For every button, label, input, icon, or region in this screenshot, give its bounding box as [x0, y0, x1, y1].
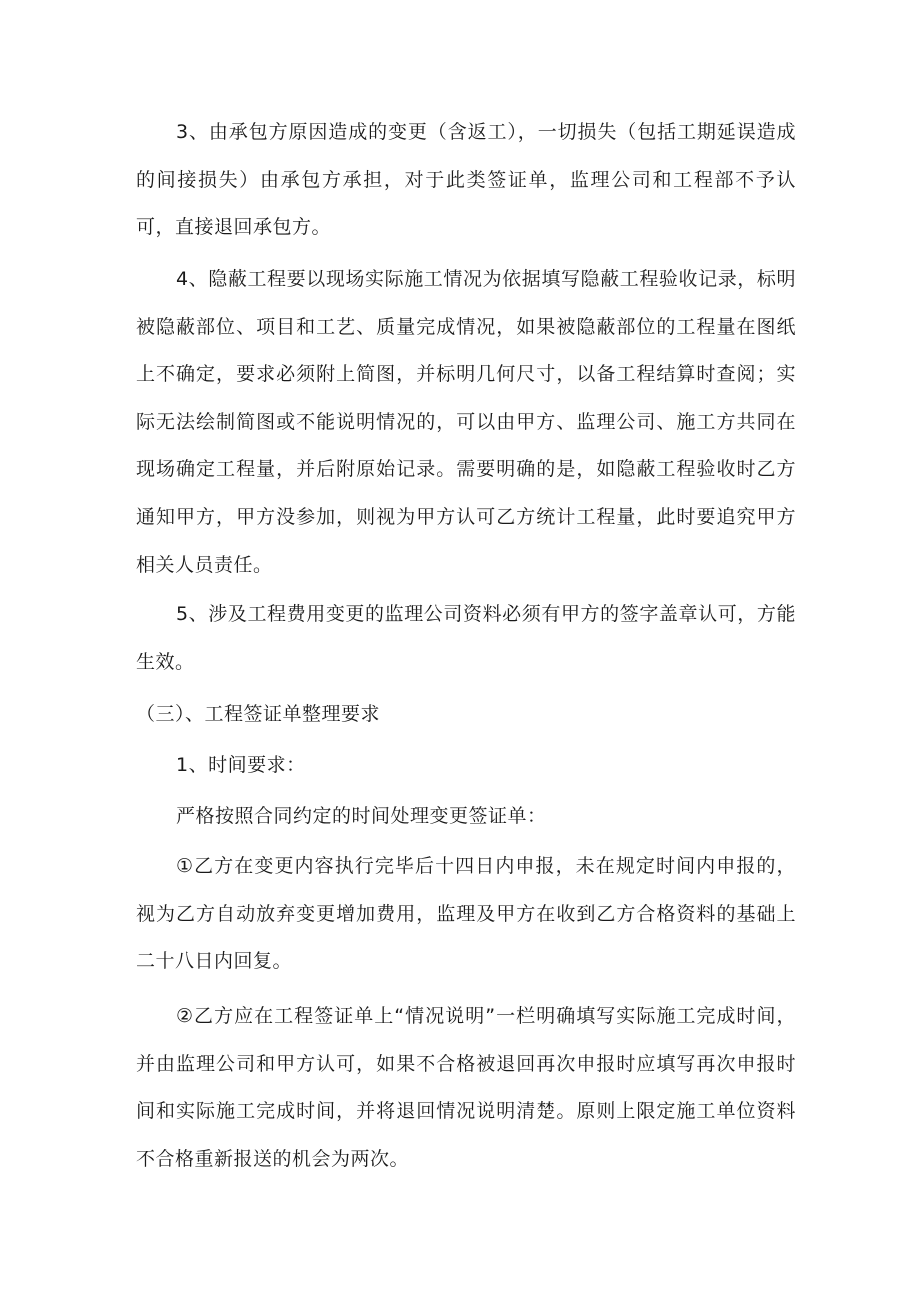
subsection-title-time: 1、时间要求：	[176, 754, 306, 776]
clause-2: ②乙方应在工程签证单上“情况说明”一栏明确填写实际施工完成时间，并由监理公司和甲方认可，如果不合格被退回再次申报时应填写再次申报时间和实际施工完成时间，并将退回情况说明清楚。原则上限定施工单位资料不合格重新报送的机会为两次。	[136, 1005, 796, 1170]
clause-1: ①乙方在变更内容执行完毕后十四日内申报，未在规定时间内申报的，视为乙方自动放弃变更增加费用，监理及甲方在收到乙方合格资料的基础上二十八日内回复。	[136, 855, 796, 973]
time-requirement-intro: 严格按照合同约定的时间处理变更签证单：	[176, 805, 547, 827]
section-heading: （三）、工程签证单整理要求	[136, 703, 381, 725]
paragraph-3: 3、由承包方原因造成的变更（含返工），一切损失（包括工期延误造成的间接损失）由承包方承担，对于此类签证单，监理公司和工程部不予认可，直接退回承包方。	[136, 121, 796, 239]
paragraph-5: 5、涉及工程费用变更的监理公司资料必须有甲方的签字盖章认可，方能生效。	[136, 603, 796, 673]
paragraph-4: 4、隐蔽工程要以现场实际施工情况为依据填写隐蔽工程验收记录，标明被隐蔽部位、项目和工艺、质量完成情况，如果被隐蔽部位的工程量在图纸上不确定，要求必须附上简图，并标明几何尺寸，以备工程结算时查阅；实际无法绘制简图或不能说明情况的，可以由甲方、监理公司、施工方共同在现场确定工程量，并后附原始记录。需要明确的是，如隐蔽工程验收时乙方通知甲方，甲方没参加，则视为甲方认可乙方统计工程量，此时要追究甲方相关人员责任。	[136, 268, 796, 576]
